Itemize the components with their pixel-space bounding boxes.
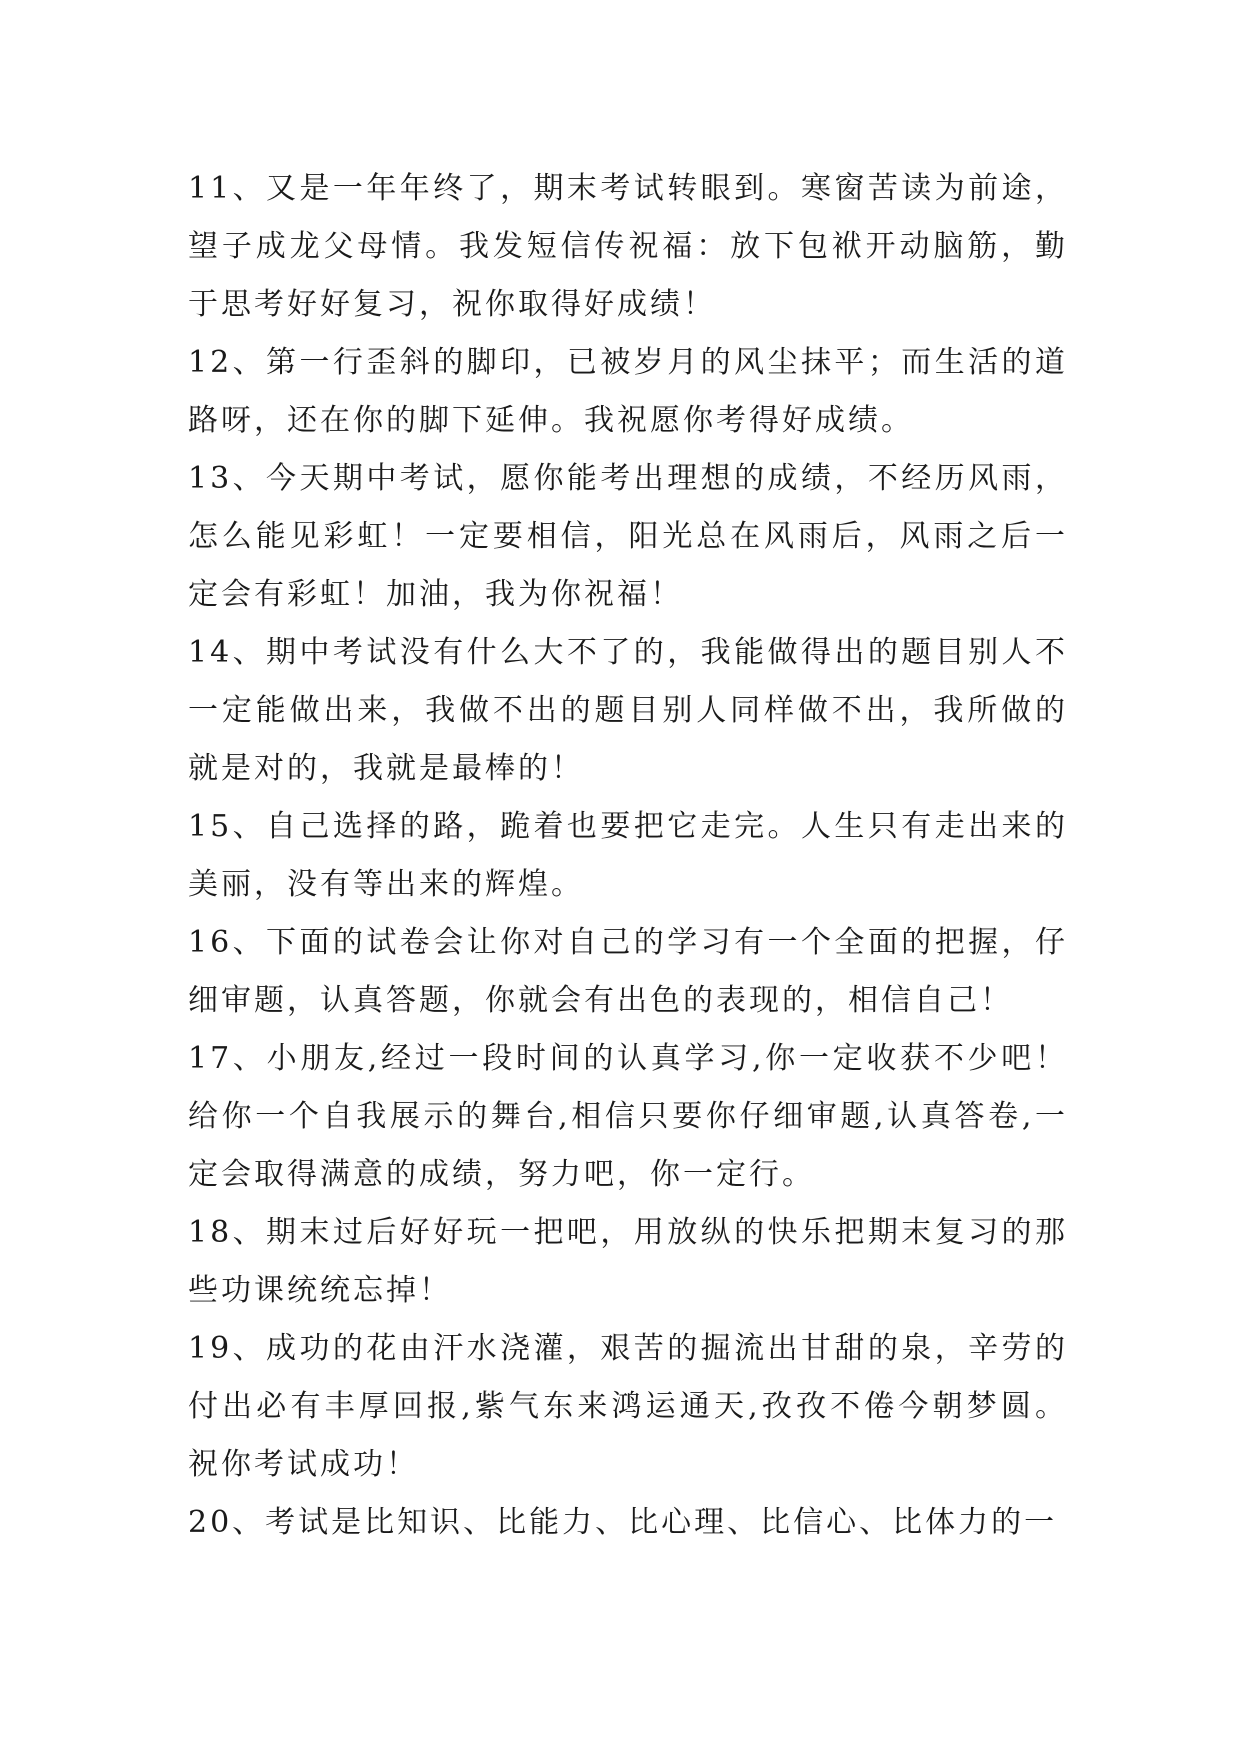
paragraph-16: 16、下面的试卷会让你对自己的学习有一个全面的把握，仔细审题，认真答题，你就会有出色的表现的，相信自己！ <box>188 925 1068 1018</box>
paragraph-11: 11、又是一年年终了，期末考试转眼到。寒窗苦读为前途，望子成龙父母情。我发短信传祝福：放下包袱开动脑筋，勤于思考好好复习，祝你取得好成绩！ <box>188 171 1068 322</box>
paragraph-13: 13、今天期中考试，愿你能考出理想的成绩，不经历风雨，怎么能见彩虹！一定要相信，阳光总在风雨后，风雨之后一定会有彩虹！加油，我为你祝福！ <box>188 461 1068 612</box>
paragraph-17: 17、小朋友,经过一段时间的认真学习,你一定收获不少吧！给你一个自我展示的舞台,相信只要你仔细审题,认真答卷,一定会取得满意的成绩，努力吧，你一定行。 <box>188 1041 1068 1192</box>
paragraph-12: 12、第一行歪斜的脚印，已被岁月的风尘抹平；而生活的道路呀，还在你的脚下延伸。我祝愿你考得好成绩。 <box>188 345 1068 438</box>
paragraph-14: 14、期中考试没有什么大不了的，我能做得出的题目别人不一定能做出来，我做不出的题目别人同样做不出，我所做的就是对的，我就是最棒的！ <box>188 635 1068 786</box>
paragraph-19: 19、成功的花由汗水浇灌，艰苦的掘流出甘甜的泉，辛劳的付出必有丰厚回报,紫气东来鸿运通天,孜孜不倦今朝梦圆。祝你考试成功！ <box>188 1331 1068 1482</box>
paragraph-20: 20、考试是比知识、比能力、比心理、比信心、比体力的一 <box>188 1505 1058 1540</box>
document-body <box>188 160 1068 1552</box>
paragraph-18: 18、期末过后好好玩一把吧，用放纵的快乐把期末复习的那些功课统统忘掉！ <box>188 1215 1068 1308</box>
paragraph-15: 15、自己选择的路，跪着也要把它走完。人生只有走出来的美丽，没有等出来的辉煌。 <box>188 809 1068 902</box>
